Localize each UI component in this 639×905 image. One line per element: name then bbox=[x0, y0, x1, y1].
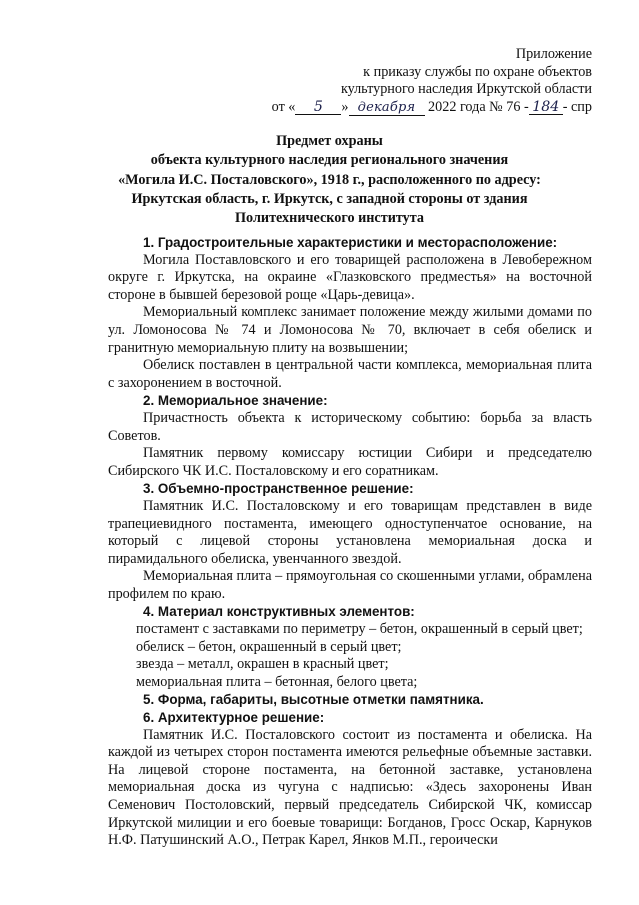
title-line-5: Политехнического института bbox=[235, 210, 424, 227]
section-5-heading: 5. Форма, габариты, высотные отметки памятника. bbox=[143, 692, 484, 708]
section-4-item-4: мемориальная плита – бетонная, белого цвета; bbox=[136, 673, 418, 690]
section-3-paragraph-1: Памятник И.С. Посталовскому и его товарищам представлен в виде трапециевидного постамента, имеющего одноступенчатое основание, на который с лицевой стороны установлена мемориальная доска и пирамидального обелиска, увенчанного звездой. bbox=[108, 497, 592, 567]
section-4-item-1: постамент с заставками по периметру – бетон, окрашенный в серый цвет; bbox=[136, 621, 583, 638]
handwritten-day: 5 bbox=[295, 100, 341, 115]
appendix-order-ref: к приказу службы по охране объектов bbox=[363, 63, 592, 80]
date-prefix: от « bbox=[271, 98, 296, 115]
appendix-header bbox=[272, 46, 592, 116]
section-2-paragraph-2: Памятник первому комиссару юстиции Сибири и председателю Сибирского ЧК И.С. Посталовскому и его соратникам. bbox=[108, 445, 592, 479]
section-4-item-3: звезда – металл, окрашен в красный цвет; bbox=[136, 656, 389, 673]
handwritten-month: декабря bbox=[349, 101, 425, 116]
section-6-paragraph-1: Памятник И.С. Посталовского состоит из постамента и обелиска. На каждой из четырех сторон постамента имеются рельефные объемные заставки. На лицевой стороне постамента, на бетонной заставке, установлена мемориальная доска из чугуна с надписью: «Здесь захоронены Иван Семенович Постоловский, первый председатель Сибирской ЧК, комиссар Иркутской милиции и его боевые товарищи: Богданов, Гросс Оскар, Карнуков Н.Ф. Патушинский А.О., Петрак Карел, Янков М.П., героически bbox=[108, 726, 592, 849]
appendix-agency: культурного наследия Иркутской области bbox=[340, 81, 592, 97]
section-1-heading: 1. Градостроительные характеристики и месторасположение: bbox=[143, 235, 558, 250]
date-year: 2022 года № 76 - bbox=[428, 98, 529, 115]
handwritten-number: 184 bbox=[529, 100, 563, 115]
section-2-paragraph-1: Причастность объекта к историческому событию: борьба за власть Советов. bbox=[108, 409, 592, 444]
title-line-3: «Могила И.С. Посталовского», 1918 г., расположенного по адресу: bbox=[118, 171, 541, 188]
section-4-item-2: обелиск – бетон, окрашенный в серый цвет; bbox=[136, 638, 402, 655]
section-2-heading: 2. Мемориальное значение: bbox=[143, 393, 328, 409]
section-1-paragraph-2: Мемориальный комплекс занимает положение между жилыми домами по ул. Ломоносова № 74 и Ломоносова № 70, включает в себя обелиск и гранитную мемориальную плиту на возвышении; bbox=[108, 304, 592, 356]
title-line-1: Предмет охраны bbox=[276, 133, 383, 149]
title-line-2: объекта культурного наследия регионального значения bbox=[150, 152, 509, 169]
appendix-title: Приложение bbox=[515, 46, 592, 62]
date-suffix: - спр bbox=[562, 98, 592, 115]
appendix-date-line bbox=[272, 99, 592, 117]
section-3-heading: 3. Объемно-пространственное решение: bbox=[143, 481, 414, 497]
section-1-paragraph-1: Могила Поставловского и его товарищей расположена в Левобережном округе г. Иркутска, на окраине «Глазковского предместья» на восточной стороне в бывшей березовой роще «Царь-девица». bbox=[108, 251, 592, 303]
document-body bbox=[108, 234, 592, 850]
date-mid: » bbox=[341, 98, 349, 115]
section-6-heading: 6. Архитектурное решение: bbox=[143, 710, 325, 726]
section-1-paragraph-3: Обелиск поставлен в центральной части комплекса, мемориальная плита с захоронением в восточной. bbox=[108, 357, 592, 391]
section-3-paragraph-2: Мемориальная плита – прямоугольная со скошенными углами, обрамлена профилем по краю. bbox=[108, 568, 592, 602]
section-4-heading: 4. Материал конструктивных элементов: bbox=[143, 604, 415, 620]
title-line-4: Иркутская область, г. Иркутск, с западной стороны от здания bbox=[131, 190, 528, 207]
document-title bbox=[70, 132, 589, 228]
